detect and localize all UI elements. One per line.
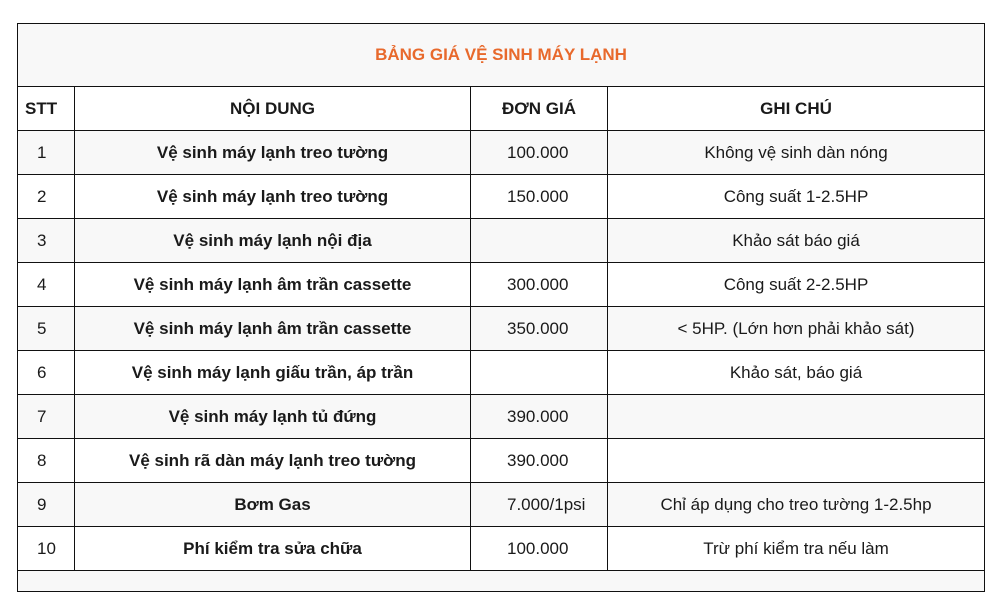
- table-row: [18, 175, 985, 219]
- cell-price: 390.000: [471, 439, 608, 483]
- table-row: [18, 307, 985, 351]
- cell-content: Vệ sinh máy lạnh treo tường: [75, 175, 471, 219]
- cell-stt: 8: [18, 439, 75, 483]
- cell-stt: 4: [18, 263, 75, 307]
- header-note: GHI CHÚ: [608, 87, 985, 131]
- table-row: [18, 395, 985, 439]
- cell-content: Phí kiểm tra sửa chữa: [75, 527, 471, 571]
- cell-note: Công suất 1-2.5HP: [608, 175, 985, 219]
- cell-price: 100.000: [471, 131, 608, 175]
- table-row: [18, 351, 985, 395]
- table-row: [18, 219, 985, 263]
- price-table: [17, 23, 985, 592]
- table-row: [18, 131, 985, 175]
- cell-price: [471, 351, 608, 395]
- cell-note: Chỉ áp dụng cho treo tường 1-2.5hp: [608, 483, 985, 527]
- cell-stt: 10: [18, 527, 75, 571]
- cell-stt: 6: [18, 351, 75, 395]
- table-footer: [18, 571, 985, 592]
- cell-content: Bơm Gas: [75, 483, 471, 527]
- cell-stt: 2: [18, 175, 75, 219]
- cell-price: 350.000: [471, 307, 608, 351]
- cell-stt: 9: [18, 483, 75, 527]
- cell-price: 300.000: [471, 263, 608, 307]
- table-row: [18, 483, 985, 527]
- cell-note: Công suất 2-2.5HP: [608, 263, 985, 307]
- cell-content: Vệ sinh máy lạnh giấu trần, áp trần: [75, 351, 471, 395]
- cell-stt: 1: [18, 131, 75, 175]
- header-price: ĐƠN GIÁ: [471, 87, 608, 131]
- cell-content: Vệ sinh máy lạnh nội địa: [75, 219, 471, 263]
- table-row: [18, 439, 985, 483]
- cell-stt: 5: [18, 307, 75, 351]
- table-title-row: [18, 24, 985, 87]
- header-content: NỘI DUNG: [75, 87, 471, 131]
- cell-price: [471, 219, 608, 263]
- cell-content: Vệ sinh máy lạnh treo tường: [75, 131, 471, 175]
- cell-price: 390.000: [471, 395, 608, 439]
- cell-stt: 3: [18, 219, 75, 263]
- cell-content: Vệ sinh rã dàn máy lạnh treo tường: [75, 439, 471, 483]
- table-header-row: [18, 87, 985, 131]
- table-row: [18, 263, 985, 307]
- cell-price: 100.000: [471, 527, 608, 571]
- header-stt: STT: [18, 87, 75, 131]
- table-footer-row: [18, 571, 985, 592]
- cell-content: Vệ sinh máy lạnh âm trần cassette: [75, 263, 471, 307]
- cell-note: Trừ phí kiểm tra nếu làm: [608, 527, 985, 571]
- cell-note: Khảo sát báo giá: [608, 219, 985, 263]
- cell-note: [608, 395, 985, 439]
- cell-note: < 5HP. (Lớn hơn phải khảo sát): [608, 307, 985, 351]
- cell-note: Khảo sát, báo giá: [608, 351, 985, 395]
- cell-note: [608, 439, 985, 483]
- cell-price: 150.000: [471, 175, 608, 219]
- table-title: BẢNG GIÁ VỆ SINH MÁY LẠNH: [18, 24, 985, 87]
- cell-content: Vệ sinh máy lạnh tủ đứng: [75, 395, 471, 439]
- table-row: [18, 527, 985, 571]
- cell-price: 7.000/1psi: [471, 483, 608, 527]
- cell-note: Không vệ sinh dàn nóng: [608, 131, 985, 175]
- cell-content: Vệ sinh máy lạnh âm trần cassette: [75, 307, 471, 351]
- cell-stt: 7: [18, 395, 75, 439]
